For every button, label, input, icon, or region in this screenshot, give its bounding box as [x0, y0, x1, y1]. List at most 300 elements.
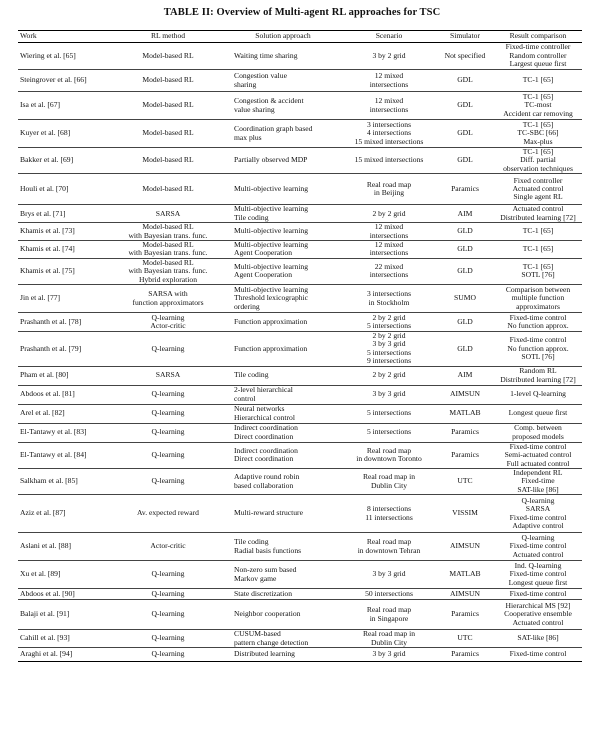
scenario-cell-line: intersections — [369, 230, 409, 240]
scenario-cell-line: 3 intersections — [366, 289, 412, 299]
table-row — [18, 148, 582, 174]
scenario-cell — [342, 205, 436, 223]
result-comparison-cell-line: TC-most — [524, 100, 552, 110]
result-comparison-cell-line: Diff. partial — [520, 155, 556, 165]
rl-method-cell-line: Q-learning — [151, 450, 185, 460]
solution-approach-cell-line: Direct coordination — [234, 431, 294, 441]
table-row — [18, 561, 582, 589]
rl-method-cell-line: SARSA with — [148, 289, 188, 299]
rl-method-cell-line: Q-learning — [151, 312, 185, 322]
simulator-cell: Paramics — [436, 600, 494, 630]
result-comparison-cell-line: Longest queue first — [508, 408, 568, 418]
work-cell: Salkham et al. [85] — [18, 468, 112, 494]
rl-method-cell — [112, 561, 224, 589]
result-comparison-cell — [494, 533, 582, 561]
result-comparison-cell-line: Fixed-time controller — [505, 42, 571, 52]
solution-approach-cell-line: Agent Cooperation — [234, 270, 292, 280]
result-comparison-cell — [494, 174, 582, 205]
result-comparison-cell-line: approximators — [516, 301, 560, 311]
result-comparison-cell-line: Actuated control — [512, 617, 564, 627]
rl-method-cell-line: Model-based RL — [142, 50, 194, 60]
simulator-cell: GDL — [436, 120, 494, 148]
result-comparison-cell-line: Actuated control — [512, 204, 564, 214]
solution-approach-cell — [224, 258, 342, 284]
scenario-cell-line: 22 mixed — [374, 262, 404, 272]
work-cell: Prashanth et al. [78] — [18, 313, 112, 332]
table-header — [18, 31, 582, 43]
header-scenario: Scenario — [342, 31, 436, 43]
scenario-cell-line: 3 by 3 grid — [372, 649, 406, 659]
rl-method-cell — [112, 495, 224, 533]
work-cell: El-Tantawy et al. [83] — [18, 423, 112, 442]
table-row — [18, 442, 582, 468]
result-comparison-cell-line: SARSA — [525, 504, 551, 514]
simulator-cell: Paramics — [436, 174, 494, 205]
scenario-cell-line: 12 mixed — [374, 71, 404, 81]
scenario-cell — [342, 495, 436, 533]
scenario-cell-line: Real road map — [366, 605, 412, 615]
work-cell: Arel et al. [82] — [18, 404, 112, 423]
result-comparison-cell-line: Fixed-time control — [509, 588, 567, 598]
solution-approach-cell — [224, 223, 342, 241]
result-comparison-cell — [494, 404, 582, 423]
solution-approach-cell — [224, 241, 342, 259]
header-work: Work — [18, 31, 112, 43]
result-comparison-cell — [494, 92, 582, 120]
result-comparison-cell-line: No function approx. — [507, 343, 569, 353]
result-comparison-cell-line: TC-1 [65] — [522, 226, 554, 236]
table-row — [18, 385, 582, 404]
solution-approach-cell-line: ordering — [234, 301, 260, 311]
simulator-cell: GLD — [436, 332, 494, 367]
result-comparison-cell — [494, 600, 582, 630]
scenario-cell-line: intersections — [369, 248, 409, 258]
result-comparison-cell-line: Semi-actuated control — [504, 450, 572, 460]
rl-method-cell — [112, 332, 224, 367]
result-comparison-cell — [494, 366, 582, 385]
simulator-cell: AIMSUN — [436, 385, 494, 404]
solution-approach-cell-line: Multi-reward structure — [234, 508, 303, 518]
rl-method-cell — [112, 423, 224, 442]
result-comparison-cell-line: Fixed-time control — [509, 569, 567, 579]
table-row — [18, 92, 582, 120]
result-comparison-cell — [494, 385, 582, 404]
rl-method-cell-line: Model-based RL — [142, 184, 194, 194]
result-comparison-cell — [494, 561, 582, 589]
scenario-cell-line: Real road map — [366, 537, 412, 547]
rl-method-cell — [112, 120, 224, 148]
table-row — [18, 313, 582, 332]
scenario-cell — [342, 241, 436, 259]
work-cell: Houli et al. [70] — [18, 174, 112, 205]
scenario-cell — [342, 442, 436, 468]
rl-method-cell — [112, 630, 224, 648]
solution-approach-cell-line: Markov game — [234, 573, 277, 583]
solution-approach-cell — [224, 366, 342, 385]
solution-approach-cell-line: Congestion value — [234, 71, 287, 81]
rl-method-cell — [112, 600, 224, 630]
solution-approach-cell — [224, 533, 342, 561]
solution-approach-cell — [224, 285, 342, 313]
work-cell: Aziz et al. [87] — [18, 495, 112, 533]
work-cell: Isa et al. [67] — [18, 92, 112, 120]
scenario-cell-line: 5 intersections — [366, 321, 412, 331]
rl-method-cell — [112, 647, 224, 661]
solution-approach-cell-line: State discretization — [234, 588, 292, 598]
result-comparison-cell-line: Fixed-time control — [509, 312, 567, 322]
result-comparison-cell — [494, 120, 582, 148]
table-row — [18, 70, 582, 92]
simulator-cell: MATLAB — [436, 561, 494, 589]
rl-method-cell-line: function approximators — [132, 297, 204, 307]
scenario-cell-line: 15 mixed intersections — [354, 136, 424, 146]
rl-method-cell — [112, 285, 224, 313]
result-comparison-cell-line: Fixed controller — [513, 175, 563, 185]
result-comparison-cell-line: Random controller — [509, 50, 567, 60]
table-row — [18, 223, 582, 241]
solution-approach-cell — [224, 630, 342, 648]
solution-approach-cell-line: Hierarchical control — [234, 412, 295, 422]
simulator-cell: VISSIM — [436, 495, 494, 533]
scenario-cell-line: 3 by 3 grid — [372, 389, 406, 399]
scenario-cell-line: 5 intersections — [366, 408, 412, 418]
scenario-cell — [342, 313, 436, 332]
solution-approach-cell-line: Multi-objective learning — [234, 184, 309, 194]
rl-method-cell-line: Actor-critic — [150, 541, 186, 551]
result-comparison-cell — [494, 285, 582, 313]
scenario-cell-line: 3 by 3 grid — [372, 339, 406, 349]
simulator-cell: GLD — [436, 258, 494, 284]
result-comparison-cell-line: Longest queue first — [508, 577, 568, 587]
solution-approach-cell-line: max plus — [234, 132, 262, 142]
solution-approach-cell — [224, 313, 342, 332]
scenario-cell-line: Real road map — [366, 445, 412, 455]
table-row — [18, 630, 582, 648]
result-comparison-cell-line: TC-1 [65] — [522, 244, 554, 254]
header-rl-method: RL method — [112, 31, 224, 43]
solution-approach-cell-line: Congestion & accident — [234, 96, 304, 106]
rl-method-cell-line: Model-based RL — [142, 258, 194, 267]
result-comparison-cell-line: observation techniques — [503, 163, 573, 173]
result-comparison-cell-line: Q-learning — [521, 533, 555, 543]
scenario-cell-line: intersections — [369, 270, 409, 280]
result-comparison-cell — [494, 423, 582, 442]
table-row — [18, 600, 582, 630]
result-comparison-cell-line: Ind. Q-learning — [514, 561, 562, 571]
rl-method-cell — [112, 148, 224, 174]
table-row — [18, 589, 582, 600]
rl-method-cell-line: SARSA — [155, 208, 181, 218]
solution-approach-cell — [224, 495, 342, 533]
result-comparison-cell-line: Fixed-time control — [509, 541, 567, 551]
result-comparison-cell-line: Adaptive control — [512, 521, 564, 531]
result-comparison-cell — [494, 468, 582, 494]
simulator-cell: GDL — [436, 92, 494, 120]
scenario-cell-line: 2 by 2 grid — [372, 370, 406, 380]
work-cell: Khamis et al. [73] — [18, 223, 112, 241]
solution-approach-cell-line: Multi-objective learning — [234, 262, 309, 272]
solution-approach-cell-line: Threshold lexicographic — [234, 293, 309, 303]
result-comparison-cell-line: Comparison between — [505, 284, 571, 294]
rl-method-cell — [112, 442, 224, 468]
scenario-cell — [342, 561, 436, 589]
work-cell: Prashanth et al. [79] — [18, 332, 112, 367]
result-comparison-cell-line: Max-plus — [523, 136, 553, 146]
solution-approach-cell-line: sharing — [234, 79, 257, 89]
rl-approaches-table — [18, 30, 582, 662]
rl-method-cell-line: SARSA — [155, 370, 181, 380]
scenario-cell-line: Dublin City — [370, 637, 408, 647]
solution-approach-cell-line: CUSUM-based — [234, 629, 281, 639]
scenario-cell-line: intersections — [369, 79, 409, 89]
rl-method-cell-line: Q-learning — [151, 633, 185, 643]
rl-method-cell-line: Model-based RL — [142, 155, 194, 165]
rl-method-cell — [112, 223, 224, 241]
result-comparison-cell-line: SAT-like [86] — [517, 484, 559, 494]
result-comparison-cell-line: Largest queue first — [509, 59, 567, 69]
scenario-cell-line: in Beijing — [373, 188, 405, 198]
solution-approach-cell-line: Adaptive round robin — [234, 472, 300, 482]
work-cell: Khamis et al. [74] — [18, 241, 112, 259]
rl-method-cell-line: Hybrid exploration — [139, 274, 197, 284]
result-comparison-cell — [494, 495, 582, 533]
scenario-cell-line: 4 intersections — [366, 128, 412, 138]
solution-approach-cell-line: Agent Cooperation — [234, 248, 292, 258]
solution-approach-cell — [224, 423, 342, 442]
scenario-cell — [342, 120, 436, 148]
solution-approach-cell-line: Tile coding — [234, 537, 269, 547]
rl-method-cell-line: Model-based RL — [142, 75, 194, 85]
work-cell: Khamis et al. [75] — [18, 258, 112, 284]
work-cell: Abdoos et al. [90] — [18, 589, 112, 600]
solution-approach-cell — [224, 468, 342, 494]
table-row — [18, 120, 582, 148]
solution-approach-cell-line: Distributed learning — [234, 649, 295, 659]
solution-approach-cell — [224, 148, 342, 174]
rl-method-cell — [112, 92, 224, 120]
scenario-cell-line: in Singapore — [369, 613, 409, 623]
scenario-cell-line: in Stockholm — [368, 297, 410, 307]
simulator-cell: UTC — [436, 468, 494, 494]
solution-approach-cell-line: Coordination graph based — [234, 124, 313, 134]
solution-approach-cell — [224, 561, 342, 589]
scenario-cell — [342, 148, 436, 174]
result-comparison-cell-line: Fixed-time control — [509, 442, 567, 451]
scenario-cell-line: 12 mixed — [374, 240, 404, 250]
solution-approach-cell-line: Indirect coordination — [234, 445, 298, 455]
scenario-cell — [342, 600, 436, 630]
rl-method-cell-line: with Bayesian trans. func. — [128, 230, 208, 240]
result-comparison-cell — [494, 630, 582, 648]
scenario-cell — [342, 630, 436, 648]
result-comparison-cell-line: TC-SBC [66] — [517, 128, 559, 138]
table-body — [18, 43, 582, 662]
simulator-cell: AIMSUN — [436, 533, 494, 561]
result-comparison-cell-line: TC-1 [65] — [522, 91, 554, 101]
scenario-cell-line: intersections — [369, 104, 409, 114]
rl-method-cell-line: Model-based RL — [142, 240, 194, 250]
rl-method-cell-line: Model-based RL — [142, 100, 194, 110]
result-comparison-cell-line: proposed models — [512, 431, 564, 441]
result-comparison-cell-line: TC-1 [65] — [522, 75, 554, 85]
solution-approach-cell-line: Neighbor cooperation — [234, 609, 301, 619]
solution-approach-cell-line: Neural networks — [234, 404, 285, 414]
solution-approach-cell — [224, 205, 342, 223]
solution-approach-cell-line: value sharing — [234, 104, 275, 114]
scenario-cell — [342, 468, 436, 494]
scenario-cell — [342, 223, 436, 241]
scenario-cell-line: in downtown Tehran — [357, 545, 421, 555]
work-cell: Aslani et al. [88] — [18, 533, 112, 561]
rl-method-cell-line: Av. expected reward — [137, 508, 199, 518]
simulator-cell: GLD — [436, 241, 494, 259]
work-cell: El-Tantawy et al. [84] — [18, 442, 112, 468]
rl-method-cell — [112, 589, 224, 600]
rl-method-cell-line: Q-learning — [151, 343, 185, 353]
solution-approach-cell-line: Tile coding — [234, 370, 269, 380]
scenario-cell-line: 3 intersections — [366, 119, 412, 129]
scenario-cell-line: Real road map in — [362, 629, 416, 639]
table-row — [18, 258, 582, 284]
table-row — [18, 205, 582, 223]
result-comparison-cell — [494, 647, 582, 661]
rl-method-cell-line: with Bayesian trans. func. — [128, 266, 208, 276]
table-row — [18, 43, 582, 70]
scenario-cell — [342, 533, 436, 561]
rl-method-cell-line: Actor-critic — [150, 321, 186, 331]
rl-method-cell — [112, 70, 224, 92]
simulator-cell: Paramics — [436, 647, 494, 661]
rl-method-cell-line: Q-learning — [151, 389, 185, 399]
table-caption: TABLE II: Overview of Multi-agent RL approaches for TSC — [163, 7, 441, 18]
solution-approach-cell-line: Indirect coordination — [234, 423, 298, 433]
table-row — [18, 495, 582, 533]
rl-method-cell-line: with Bayesian trans. func. — [128, 248, 208, 258]
result-comparison-cell-line: TC-1 [65] — [522, 119, 554, 129]
solution-approach-cell-line: Multi-objective learning — [234, 204, 309, 214]
result-comparison-cell — [494, 241, 582, 259]
table-row — [18, 423, 582, 442]
rl-method-cell-line: Q-learning — [151, 569, 185, 579]
simulator-cell: Not specified — [436, 43, 494, 70]
result-comparison-cell-line: 1-level Q-learning — [510, 389, 566, 399]
scenario-cell — [342, 92, 436, 120]
simulator-cell: MATLAB — [436, 404, 494, 423]
work-cell: Bakker et al. [69] — [18, 148, 112, 174]
solution-approach-cell-line: Radial basis functions — [234, 545, 302, 555]
result-comparison-cell-line: Q-learning — [521, 495, 555, 505]
header-row — [18, 31, 582, 43]
result-comparison-cell-line: Independent RL — [513, 468, 563, 477]
solution-approach-cell — [224, 589, 342, 600]
result-comparison-cell-line: Distributed learning [72] — [500, 374, 576, 384]
result-comparison-cell — [494, 589, 582, 600]
simulator-cell: GLD — [436, 313, 494, 332]
simulator-cell: Paramics — [436, 442, 494, 468]
result-comparison-cell-line: Full actuated control — [506, 458, 570, 468]
rl-method-cell-line: Q-learning — [151, 649, 185, 659]
rl-method-cell — [112, 313, 224, 332]
result-comparison-cell — [494, 223, 582, 241]
solution-approach-cell — [224, 70, 342, 92]
simulator-cell: GDL — [436, 70, 494, 92]
rl-method-cell-line: Q-learning — [151, 427, 185, 437]
result-comparison-cell-line: multiple function — [511, 293, 565, 303]
work-cell: Kuyer et al. [68] — [18, 120, 112, 148]
simulator-cell: AIM — [436, 366, 494, 385]
result-comparison-cell — [494, 205, 582, 223]
result-comparison-cell-line: Fixed-time control — [509, 335, 567, 345]
table-row — [18, 647, 582, 661]
work-cell: Abdoos et al. [81] — [18, 385, 112, 404]
table-row — [18, 285, 582, 313]
scenario-cell-line: 15 mixed intersections — [354, 155, 424, 165]
result-comparison-cell — [494, 43, 582, 70]
table-row — [18, 174, 582, 205]
scenario-cell-line: 5 intersections — [366, 347, 412, 357]
rl-method-cell — [112, 174, 224, 205]
rl-method-cell — [112, 258, 224, 284]
work-cell: Xu et al. [89] — [18, 561, 112, 589]
result-comparison-cell — [494, 442, 582, 468]
scenario-cell-line: 50 intersections — [365, 588, 413, 598]
simulator-cell: SUMO — [436, 285, 494, 313]
rl-method-cell — [112, 241, 224, 259]
solution-approach-cell-line: based collaboration — [234, 480, 294, 490]
scenario-cell — [342, 366, 436, 385]
scenario-cell — [342, 404, 436, 423]
result-comparison-cell-line: TC-1 [65] — [522, 262, 554, 272]
solution-approach-cell-line: Multi-objective learning — [234, 284, 309, 294]
solution-approach-cell-line: Non-zero sum based — [234, 565, 297, 575]
solution-approach-cell-line: Multi-objective learning — [234, 240, 309, 250]
solution-approach-cell-line: Tile coding — [234, 212, 269, 222]
work-cell: Araghi et al. [94] — [18, 647, 112, 661]
result-comparison-cell — [494, 313, 582, 332]
header-solution-approach: Solution approach — [224, 31, 342, 43]
scenario-cell-line: 3 by 2 grid — [372, 50, 406, 60]
result-comparison-cell — [494, 332, 582, 367]
rl-method-cell-line: Q-learning — [151, 588, 185, 598]
simulator-cell: GLD — [436, 223, 494, 241]
result-comparison-cell-line: Fixed-time control — [509, 649, 567, 659]
work-cell: Jin et al. [77] — [18, 285, 112, 313]
scenario-cell-line: 2 by 2 grid — [372, 312, 406, 322]
result-comparison-cell-line: Fixed-time — [521, 476, 555, 486]
rl-method-cell-line: Q-learning — [151, 476, 185, 486]
result-comparison-cell — [494, 258, 582, 284]
scenario-cell-line: 5 intersections — [366, 427, 412, 437]
rl-method-cell-line: Q-learning — [151, 609, 185, 619]
scenario-cell-line: 9 intersections — [366, 356, 412, 366]
work-cell: Pham et al. [80] — [18, 366, 112, 385]
rl-method-cell-line: Model-based RL — [142, 128, 194, 138]
solution-approach-cell-line: Function approximation — [234, 343, 308, 353]
solution-approach-cell — [224, 92, 342, 120]
rl-method-cell — [112, 366, 224, 385]
rl-method-cell — [112, 404, 224, 423]
simulator-cell: AIMSUN — [436, 589, 494, 600]
simulator-cell: UTC — [436, 630, 494, 648]
result-comparison-cell — [494, 70, 582, 92]
header-simulator: Simulator — [436, 31, 494, 43]
scenario-cell-line: 3 by 3 grid — [372, 569, 406, 579]
work-cell: Balaji et al. [91] — [18, 600, 112, 630]
scenario-cell — [342, 332, 436, 367]
result-comparison-cell-line: SOTL [76] — [521, 270, 555, 280]
table-row — [18, 468, 582, 494]
scenario-cell-line: Real road map — [366, 179, 412, 189]
